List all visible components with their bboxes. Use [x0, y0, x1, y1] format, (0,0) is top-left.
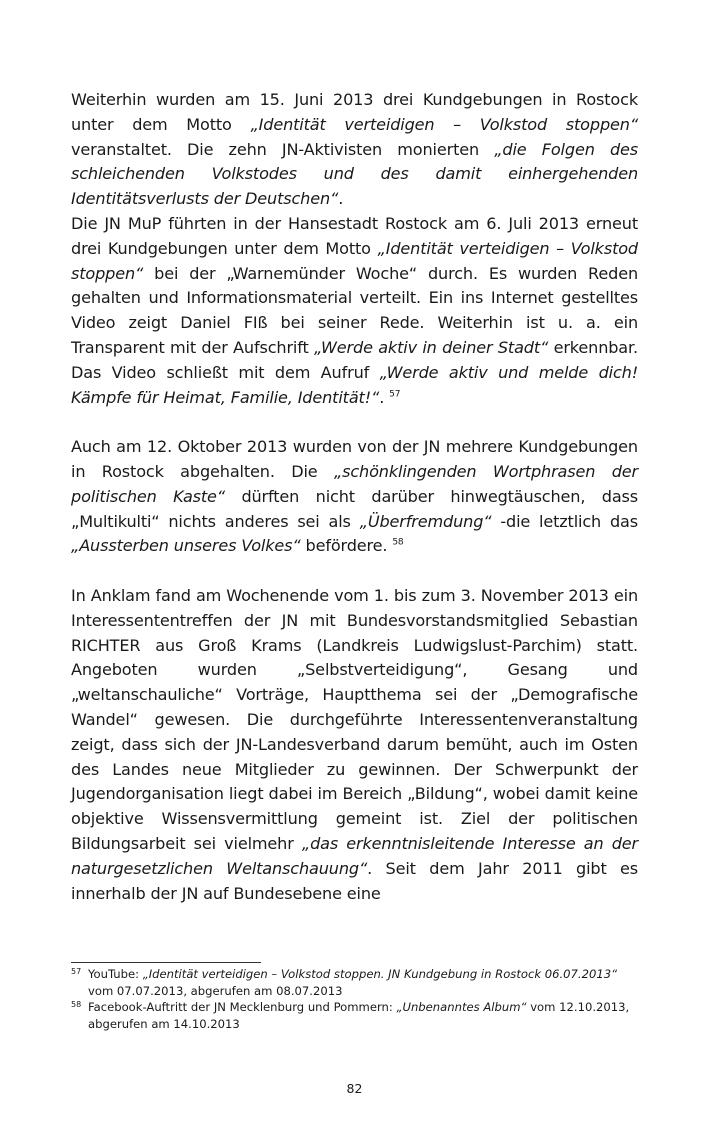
- italic-quote: „Aussterben unseres Volkes“: [71, 536, 301, 556]
- paragraph: [71, 212, 638, 410]
- text-run: Facebook-Auftritt der JN Mecklenburg und Pommern:: [88, 1000, 397, 1014]
- footnote-number: 58: [71, 1000, 82, 1009]
- text-run: Auch am 12. Oktober 2013 wurden von der JN mehrere Kundgebungen in Rostock abgehalten. Die: [71, 437, 638, 481]
- footnote: [71, 966, 638, 999]
- text-run: erkennbar. Das Video schließt mit dem Aufruf: [71, 337, 638, 382]
- text-run: .: [379, 387, 385, 407]
- paragraph: [71, 435, 638, 559]
- italic-quote: „Identität verteidigen – Volkstod stoppen. JN Kundgebung in Rostock 06.07.2013“: [142, 967, 618, 981]
- footnote: [71, 999, 638, 1032]
- text-run: bei der „Warnemünder Woche“ durch. Es wurden Reden gehalten und Informationsmaterial verteilt. Ein ins Internet gestelltes Video zeigt Daniel FIß bei seiner Rede. Weiterhin ist u. a. ein Transparent mit der Aufschrift: [71, 263, 638, 357]
- footnote-number: 57: [71, 967, 82, 976]
- text-run: Die JN MuP führten in der Hansestadt Rostock am 6. Juli 2013 erneut drei Kundgebungen unter dem Motto: [71, 213, 638, 258]
- text-run: Weiterhin wurden am 15. Juni 2013 drei Kundgebungen in Rostock unter dem Motto: [71, 90, 638, 134]
- text-run: In Anklam fand am Wochenende vom 1. bis zum 3. November 2013 ein Interessententreffen der JN mit Bundesvorstandsmitglied Sebastian RICHTER aus Groß Krams (Landkreis Ludwigslust-Parchim) statt. Angeboten wurden „Selbstverteidigung“, Gesang und „weltanschauliche“ Vorträge, Hauptthema sei der „Demografische Wandel“ gewesen. Die durchgeführte Interessentenveranstaltung zeigt, dass sich der JN-Landesverband darum bemüht, auch im Osten des Landes neue Mitglieder zu gewinnen. Der Schwerpunkt der Jugendorganisation liegt dabei im Bereich „Bildung“, wobei damit keine objektive Wissensvermittlung gemeint ist. Ziel der politischen Bildungsarbeit sei vielmehr: [71, 585, 638, 853]
- italic-quote: „das erkenntnisleitende Interesse an der naturgesetzlichen Weltanschauung“: [71, 833, 638, 878]
- text-run: . Seit dem Jahr 2011 gibt es innerhalb der JN auf Bundesebene eine: [71, 858, 639, 903]
- text-run: vom 12.10.2013, abgerufen am 14.10.2013: [88, 1000, 630, 1031]
- footnote-separator: [71, 962, 261, 963]
- italic-quote: „Werde aktiv in deiner Stadt“: [314, 337, 549, 357]
- paragraph-gap: [71, 559, 638, 584]
- footnote-reference: 57: [389, 389, 401, 400]
- text-run: befördere.: [300, 536, 388, 556]
- italic-quote: „die Folgen des schleichenden Volkstodes und des damit einhergehenden Identitätsverlusts der Deutschen“: [71, 139, 638, 209]
- text-run: .: [338, 189, 344, 209]
- text-run: dürften nicht darüber hinwegtäuschen, dass „Multikulti“ nichts anderes sei als: [71, 486, 639, 531]
- italic-quote: „Überfremdung“: [359, 511, 492, 531]
- italic-quote: „Unbenanntes Album“: [396, 1000, 527, 1014]
- italic-quote: „schönklingenden Wortphrasen der politischen Kaste“: [71, 461, 638, 506]
- italic-quote: „Identität verteidigen – Volkstod stoppen“: [71, 238, 638, 283]
- italic-quote: „Werde aktiv und melde dich! Kämpfe für Heimat, Familie, Identität!“: [71, 362, 639, 407]
- footnotes: [71, 966, 638, 1032]
- paragraph: [71, 584, 638, 906]
- paragraph: [71, 88, 638, 212]
- paragraph-gap: [71, 410, 638, 435]
- body-text: [71, 88, 638, 906]
- page-number: 82: [346, 1081, 363, 1096]
- text-run: veranstaltet. Die zehn JN-Aktivisten monierten: [71, 139, 495, 159]
- text-run: vom 07.07.2013, abgerufen am 08.07.2013: [88, 983, 343, 998]
- footnote-reference: 58: [392, 537, 404, 548]
- text-run: -die letztlich das: [491, 511, 638, 531]
- text-run: YouTube:: [88, 967, 143, 981]
- italic-quote: „Identität verteidigen – Volkstod stoppen“: [250, 114, 639, 134]
